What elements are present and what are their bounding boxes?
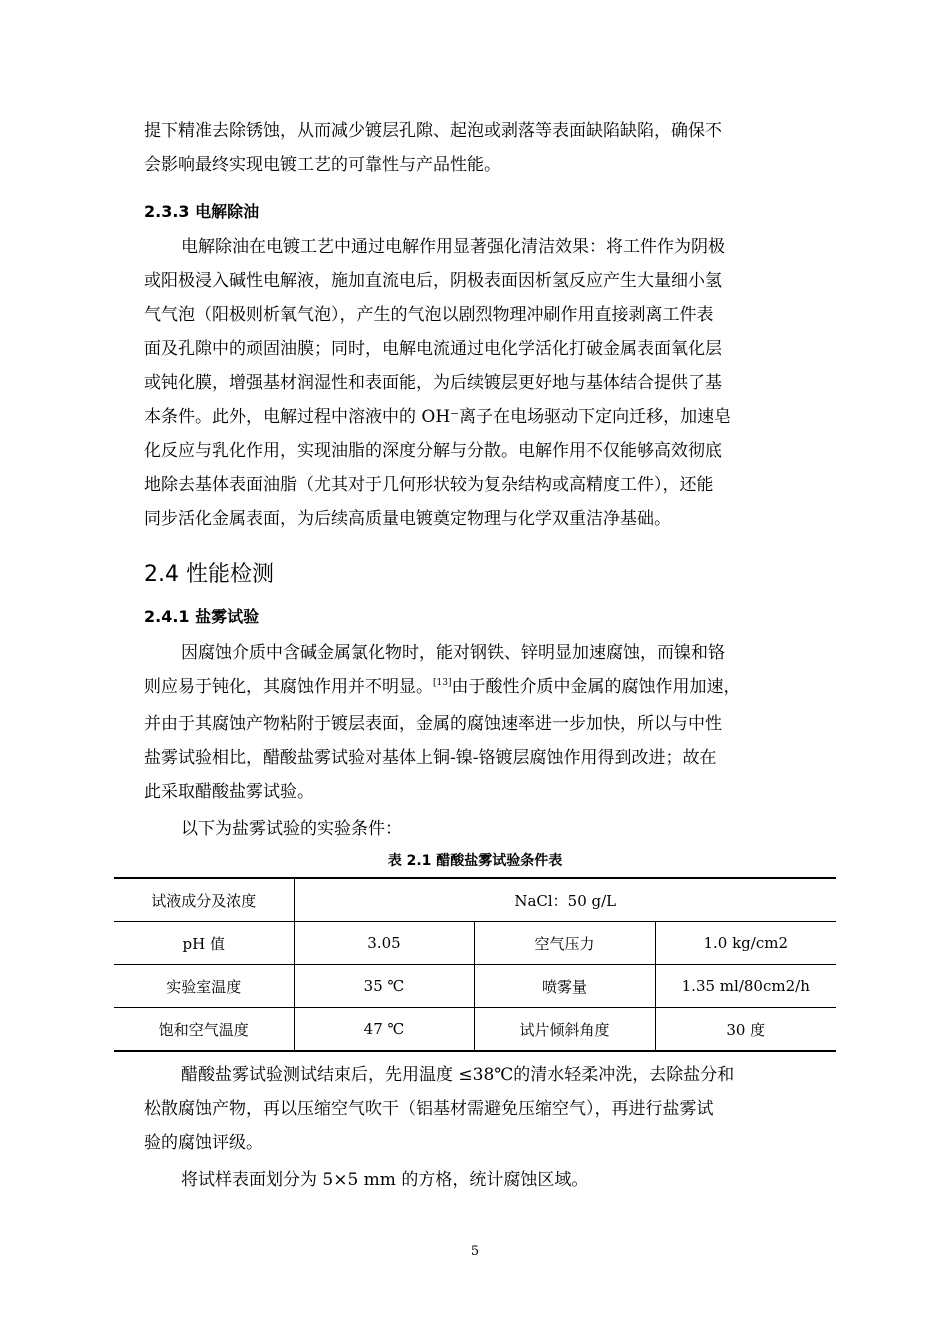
section-heading-2-4-1: 2.4.1 盐雾试验 bbox=[144, 607, 260, 626]
table-cell: 饱和空气温度 bbox=[114, 1008, 294, 1052]
paragraph-line: 会影响最终实现电镀工艺的可靠性与产品性能。 bbox=[144, 155, 501, 175]
paragraph-line: 或阳极浸入碱性电解液，施加直流电后，阴极表面因析氢反应产生大量细小氢 bbox=[144, 271, 722, 291]
section-2-4-1-paragraph bbox=[144, 636, 808, 809]
top-paragraph bbox=[144, 114, 808, 182]
grid-paragraph bbox=[144, 1163, 808, 1197]
paragraph-line: 并由于其腐蚀产物粘附于镀层表面，金属的腐蚀速率进一步加快，所以与中性 bbox=[144, 714, 722, 734]
paragraph-line: 面及孔隙中的顽固油膜；同时，电解电流通过电化学活化打破金属表面氧化层 bbox=[144, 339, 722, 359]
paragraph-line: 因腐蚀介质中含碱金属氯化物时，能对钢铁、锌明显加速腐蚀，而镍和铬 bbox=[181, 643, 725, 663]
table-cell: pH 值 bbox=[114, 922, 294, 965]
table-cell: 试片倾斜角度 bbox=[474, 1008, 655, 1052]
table-cell: 30 度 bbox=[655, 1008, 836, 1052]
paragraph-line: 或钝化膜，增强基材润湿性和表面能，为后续镀层更好地与基体结合提供了基 bbox=[144, 373, 722, 393]
paragraph-line: 验的腐蚀评级。 bbox=[144, 1133, 263, 1153]
paragraph-line: 将试样表面划分为 5×5 mm 的方格，统计腐蚀区域。 bbox=[181, 1170, 589, 1190]
table-cell: NaCl：50 g/L bbox=[294, 878, 836, 922]
citation-marker: [13] bbox=[433, 678, 452, 688]
paragraph-line: 松散腐蚀产物，再以压缩空气吹干（铝基材需避免压缩空气），再进行盐雾试 bbox=[144, 1099, 714, 1119]
table-cell: 1.0 kg/cm2 bbox=[655, 922, 836, 965]
conditions-intro bbox=[144, 812, 808, 846]
paragraph-line: 以下为盐雾试验的实验条件： bbox=[181, 819, 402, 839]
paragraph-line: 地除去基体表面油脂（尤其对于几何形状较为复杂结构或高精度工件），还能 bbox=[144, 475, 714, 495]
section-heading-2-4: 2.4 性能检测 bbox=[144, 562, 274, 587]
table-cell: 试液成分及浓度 bbox=[114, 878, 294, 922]
paragraph-line: 则应易于钝化，其腐蚀作用并不明显。[13]由于酸性介质中金属的腐蚀作用加速， bbox=[144, 677, 741, 697]
paragraph-line: 本条件。此外，电解过程中溶液中的 OH⁻离子在电场驱动下定向迁移，加速皂 bbox=[144, 407, 732, 427]
table-cell: 1.35 ml/80cm2/h bbox=[655, 965, 836, 1008]
table-cell: 喷雾量 bbox=[474, 965, 655, 1008]
paragraph-line: 醋酸盐雾试验测试结束后，先用温度 ≤38℃的清水轻柔冲洗，去除盐分和 bbox=[181, 1065, 735, 1085]
table-row bbox=[114, 1008, 836, 1052]
paragraph-line: 此采取醋酸盐雾试验。 bbox=[144, 782, 314, 802]
table-row bbox=[114, 965, 836, 1008]
paragraph-line: 电解除油在电镀工艺中通过电解作用显著强化清洁效果：将工件作为阴极 bbox=[181, 237, 725, 257]
salt-spray-conditions-table bbox=[114, 877, 836, 1052]
paragraph-line: 化反应与乳化作用，实现油脂的深度分解与分散。电解作用不仅能够高效彻底 bbox=[144, 441, 722, 461]
table-row bbox=[114, 922, 836, 965]
section-heading-2-3-3: 2.3.3 电解除油 bbox=[144, 202, 260, 221]
paragraph-line: 气气泡（阳极则析氧气泡），产生的气泡以剧烈物理冲刷作用直接剥离工件表 bbox=[144, 305, 714, 325]
section-2-3-3-paragraph bbox=[144, 230, 808, 536]
table-row bbox=[114, 878, 836, 922]
page-number: 5 bbox=[470, 1244, 480, 1259]
table-cell: 实验室温度 bbox=[114, 965, 294, 1008]
table-caption: 表 2.1 醋酸盐雾试验条件表 bbox=[387, 853, 563, 869]
paragraph-line: 同步活化金属表面，为后续高质量电镀奠定物理与化学双重洁净基础。 bbox=[144, 509, 671, 529]
table-cell: 3.05 bbox=[294, 922, 474, 965]
paragraph-line: 盐雾试验相比，醋酸盐雾试验对基体上铜-镍-铬镀层腐蚀作用得到改进；故在 bbox=[144, 748, 717, 768]
table-cell: 35 ℃ bbox=[294, 965, 474, 1008]
table-cell: 47 ℃ bbox=[294, 1008, 474, 1052]
after-table-paragraph bbox=[144, 1058, 808, 1160]
table-cell: 空气压力 bbox=[474, 922, 655, 965]
paragraph-line: 提下精准去除锈蚀，从而减少镀层孔隙、起泡或剥落等表面缺陷缺陷，确保不 bbox=[144, 121, 722, 141]
